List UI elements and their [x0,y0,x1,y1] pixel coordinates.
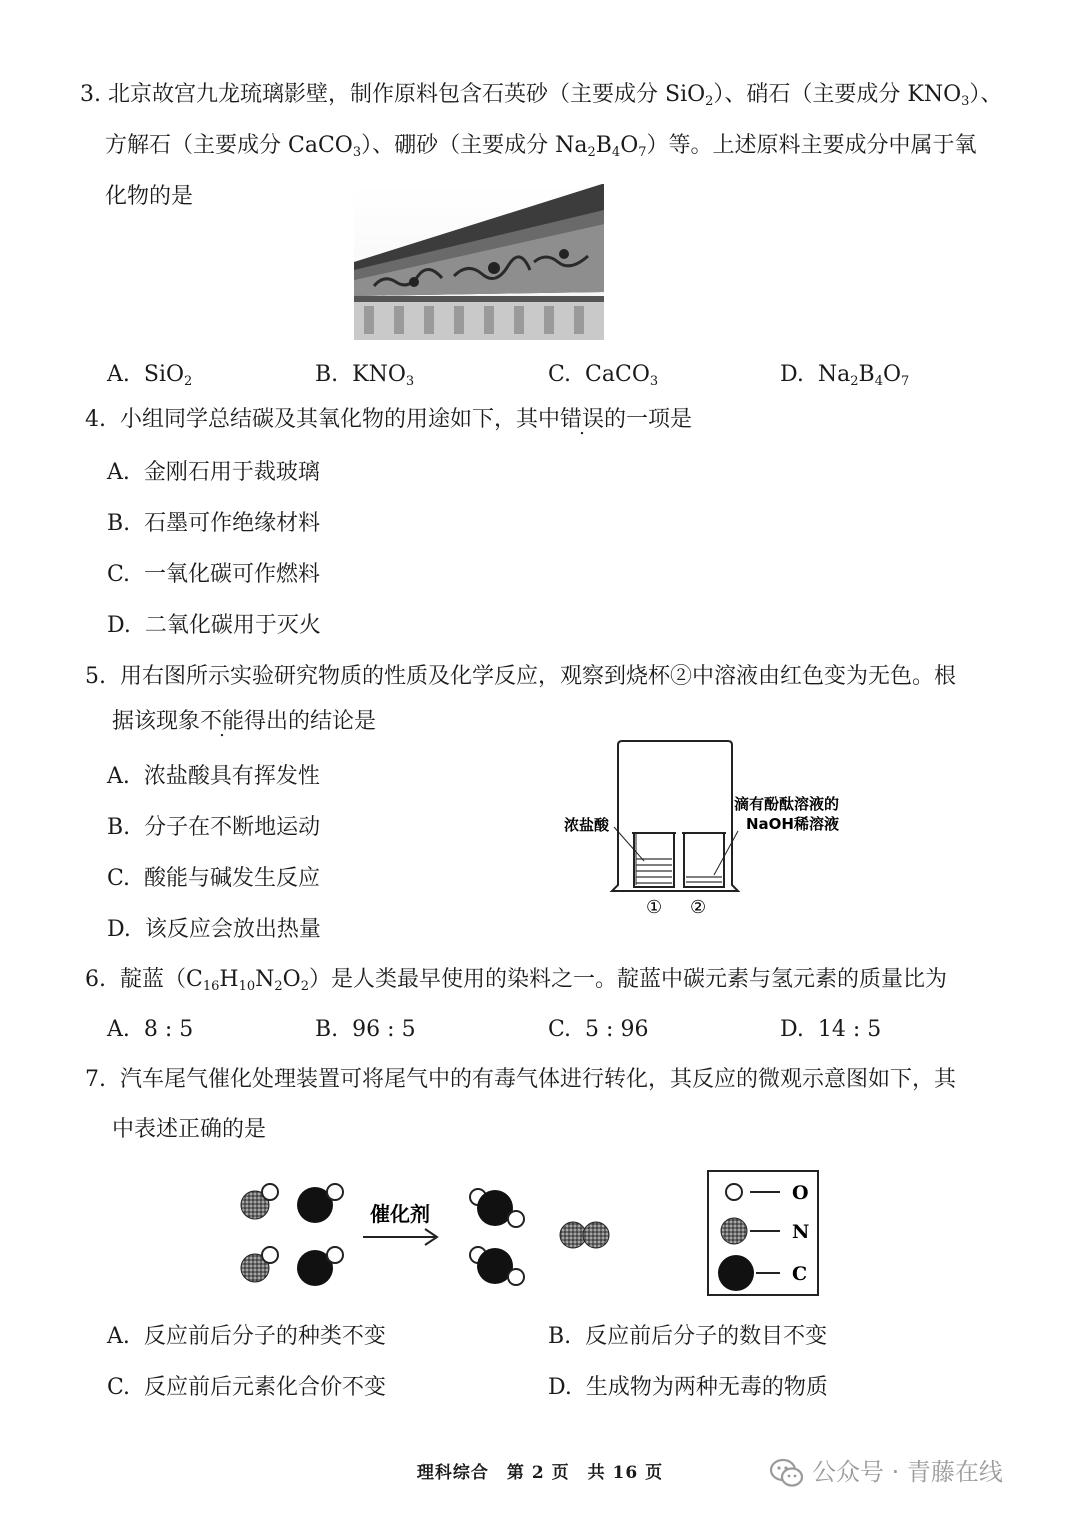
q5-option-a[interactable]: A. 浓盐酸具有挥发性 [107,764,320,789]
label-concentrated-hcl: 浓盐酸 [564,816,610,834]
reactant-co-molecule [297,1247,343,1286]
q3-option-d[interactable]: D. $Na_2B_4O_7$ [780,362,910,389]
q4-option-d[interactable]: D. 二氧化碳用于灭火 [107,613,321,638]
q4-stem: 4. 小组同学总结碳及其氧化物的用途如下，其中错误的一项是 [85,407,693,432]
q6-option-c[interactable]: C. 5 : 96 [548,1017,649,1042]
reactant-co-molecule [297,1184,343,1223]
q7-option-c[interactable]: C. 反应前后元素化合价不变 [107,1375,387,1400]
q4-emphasis: 错误 [560,407,605,432]
q7-option-a[interactable]: A. 反应前后分子的种类不变 [107,1324,386,1349]
q5-option-d[interactable]: D. 该反应会放出热量 [107,917,321,942]
q5-stem-line2: 据该现象不能得出的结论是 [112,709,377,734]
atom-legend [708,1171,818,1295]
reactant-no-molecule [241,1247,278,1282]
product-n2-molecule [560,1222,609,1248]
label-naoh-line2: NaOH稀溶液 [746,815,839,833]
q6-option-b[interactable]: B. 96 : 5 [315,1017,416,1042]
legend-carbon-label: C [792,1263,808,1285]
beaker-1-number: ① [646,897,663,918]
q4-option-c[interactable]: C. 一氧化碳可作燃料 [107,562,321,587]
q5-apparatus-figure [560,735,860,920]
wechat-icon [770,1458,804,1488]
q7-stem-line2: 中表述正确的是 [112,1117,267,1142]
q6-stem: 6. 靛蓝$(C_{16}H_{10}N_2O_2)$是人类最早使用的染料之一。靛蓝中碳元素与氢元素的质量比为 [85,967,947,994]
watermark-text: 公众号 · 青藤在线 [812,1458,1003,1486]
beaker-1 [632,833,676,887]
beaker-2-number: ② [690,897,707,918]
watermark [770,1452,1003,1488]
q6-option-d[interactable]: D. 14 : 5 [780,1017,882,1042]
page-footer: 理科综合 第 2 页 共 16 页 [416,1463,664,1483]
q7-option-d[interactable]: D. 生成物为两种无毒的物质 [548,1375,828,1400]
q3-number: 3. [80,82,101,107]
q7-reaction-diagram [230,1165,830,1300]
q5-option-c[interactable]: C. 酸能与碱发生反应 [107,866,321,891]
q3-stem-line1: 3. 北京故宫九龙琉璃影壁，制作原料包含石英砂（主要成分 SiO$_2$）、硝石（主要成分 $KNO_3$）、 [80,82,1003,109]
reactant-no-molecule [241,1184,278,1219]
q3-stem-line2: 方解石（主要成分 CaCO$_3$）、硼砂（主要成分 $Na_2B_4O_7$）等。上述原料主要成分中属于氧 [105,133,977,160]
q5-emphasis: 不能 [200,709,245,734]
legend-carbon-atom [718,1255,754,1291]
q7-stem-line1: 7. 汽车尾气催化处理装置可将尾气中的有毒气体进行转化，其反应的微观示意图如下，其 [85,1067,957,1092]
q3-option-a[interactable]: A. SiO$_2$ [107,362,193,389]
product-co2-molecule [470,1189,524,1227]
q6-option-a[interactable]: A. 8 : 5 [107,1017,194,1042]
q4-option-a[interactable]: A. 金刚石用于裁玻璃 [107,460,320,485]
q5-stem-line1: 5. 用右图所示实验研究物质的性质及化学反应，观察到烧杯②中溶液由红色变为无色。根 [85,664,957,689]
product-co2-molecule [470,1247,524,1285]
label-naoh-line1: 滴有酚酞溶液的 [734,795,840,813]
q4-option-b[interactable]: B. 石墨可作绝缘材料 [107,511,321,536]
beaker-2 [682,833,726,887]
catalyst-label: 催化剂 [370,1202,430,1226]
legend-nitrogen-atom [721,1218,747,1244]
q3-option-c[interactable]: C. CaCO$_3$ [548,362,659,389]
q3-stem-line3: 化物的是 [105,184,194,209]
q7-option-b[interactable]: B. 反应前后分子的数目不变 [548,1324,828,1349]
legend-nitrogen-label: N [792,1221,810,1243]
nine-dragon-wall-photo [354,184,604,340]
q3-option-b[interactable]: B. $KNO_3$ [315,362,415,389]
legend-oxygen-atom [726,1184,742,1200]
legend-oxygen-label: O [792,1182,809,1204]
q5-option-b[interactable]: B. 分子在不断地运动 [107,815,321,840]
